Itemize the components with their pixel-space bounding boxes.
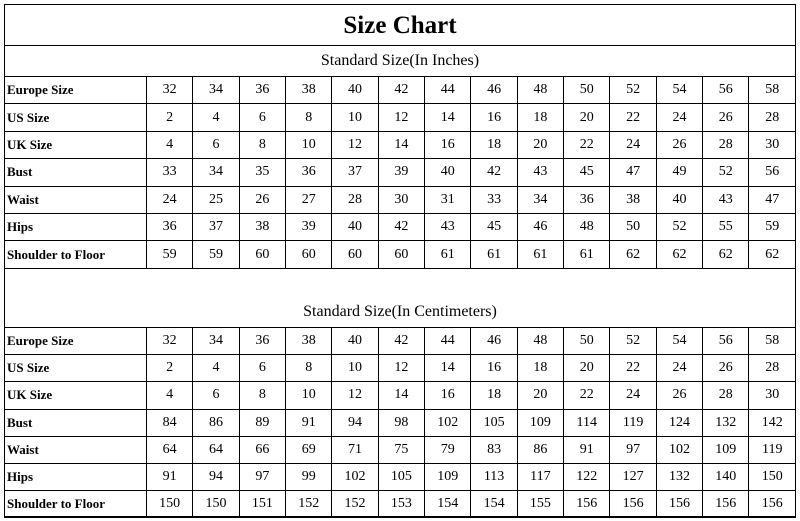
table-cell: 42	[471, 159, 517, 186]
table-cell: 91	[286, 409, 332, 436]
table-cell: 16	[471, 104, 517, 131]
table-cell: 105	[378, 463, 424, 490]
row-label: Waist	[5, 186, 147, 213]
table-cell: 122	[564, 463, 610, 490]
table-cell: 150	[193, 491, 239, 518]
table-cell: 114	[564, 409, 610, 436]
row-label: Shoulder to Floor	[5, 241, 147, 268]
row-label: Europe Size	[5, 77, 147, 104]
table-cell: 46	[517, 213, 563, 240]
table-cell: 98	[378, 409, 424, 436]
table-cell: 150	[749, 463, 796, 490]
table-cell: 6	[193, 131, 239, 158]
table-cell: 4	[147, 131, 193, 158]
table-cell: 43	[703, 186, 749, 213]
table-cell: 79	[425, 436, 471, 463]
table-cell: 2	[147, 355, 193, 382]
table-cell: 62	[749, 241, 796, 268]
row-label: US Size	[5, 104, 147, 131]
table-cell: 97	[239, 463, 285, 490]
table-cell: 75	[378, 436, 424, 463]
table-cell: 10	[286, 131, 332, 158]
table-cell: 26	[703, 104, 749, 131]
table-cell: 154	[471, 491, 517, 518]
table-cell: 34	[193, 159, 239, 186]
row-label: Bust	[5, 159, 147, 186]
table-cell: 86	[517, 436, 563, 463]
row-label: Waist	[5, 436, 147, 463]
table-cell: 152	[286, 491, 332, 518]
table-cell: 20	[564, 104, 610, 131]
table-cell: 2	[147, 104, 193, 131]
table-row	[5, 186, 796, 213]
table-cell: 60	[286, 241, 332, 268]
table-cell: 22	[610, 104, 656, 131]
table-cell: 94	[332, 409, 378, 436]
table-cell: 43	[425, 213, 471, 240]
table-cell: 10	[332, 355, 378, 382]
table-cell: 62	[703, 241, 749, 268]
size-table-centimeters	[4, 327, 796, 518]
table-row	[5, 131, 796, 158]
table-cell: 152	[332, 491, 378, 518]
table-cell: 56	[749, 159, 796, 186]
table-cell: 42	[378, 328, 424, 355]
table-row	[5, 159, 796, 186]
table-cell: 124	[656, 409, 702, 436]
table-cell: 32	[147, 77, 193, 104]
table-row	[5, 463, 796, 490]
table-cell: 151	[239, 491, 285, 518]
table-cell: 12	[332, 382, 378, 409]
table-cell: 30	[749, 382, 796, 409]
table-cell: 34	[193, 328, 239, 355]
table-cell: 22	[610, 355, 656, 382]
table-cell: 127	[610, 463, 656, 490]
table-cell: 55	[703, 213, 749, 240]
table-cell: 14	[378, 131, 424, 158]
table-cell: 44	[425, 77, 471, 104]
table-cell: 105	[471, 409, 517, 436]
table-cell: 46	[471, 77, 517, 104]
table-cell: 62	[656, 241, 702, 268]
table-cell: 4	[193, 355, 239, 382]
table-cell: 58	[749, 77, 796, 104]
table-cell: 69	[286, 436, 332, 463]
table-cell: 48	[564, 213, 610, 240]
table-cell: 33	[147, 159, 193, 186]
table-cell: 4	[193, 104, 239, 131]
table-cell: 54	[656, 328, 702, 355]
table-cell: 16	[425, 131, 471, 158]
table-cell: 155	[517, 491, 563, 518]
table-cell: 18	[471, 382, 517, 409]
table-cell: 38	[286, 77, 332, 104]
table-cell: 26	[656, 131, 702, 158]
row-label: Shoulder to Floor	[5, 491, 147, 518]
table-cell: 109	[703, 436, 749, 463]
table-cell: 49	[656, 159, 702, 186]
table-cell: 12	[332, 131, 378, 158]
table-row	[5, 382, 796, 409]
table-cell: 20	[564, 355, 610, 382]
table-cell: 27	[286, 186, 332, 213]
table-cell: 59	[193, 241, 239, 268]
table-cell: 14	[378, 382, 424, 409]
table-cell: 18	[471, 131, 517, 158]
table-cell: 60	[239, 241, 285, 268]
table-cell: 26	[239, 186, 285, 213]
table-cell: 119	[749, 436, 796, 463]
table-cell: 38	[239, 213, 285, 240]
table-cell: 30	[749, 131, 796, 158]
table-cell: 6	[239, 355, 285, 382]
table-cell: 156	[564, 491, 610, 518]
table-cell: 40	[332, 213, 378, 240]
table-cell: 132	[703, 409, 749, 436]
table-cell: 16	[425, 382, 471, 409]
table-cell: 25	[193, 186, 239, 213]
table-cell: 18	[517, 355, 563, 382]
row-label: UK Size	[5, 131, 147, 158]
section-spacer	[4, 268, 796, 297]
table-cell: 10	[332, 104, 378, 131]
table-cell: 94	[193, 463, 239, 490]
table-cell: 42	[378, 213, 424, 240]
table-cell: 91	[564, 436, 610, 463]
table-cell: 36	[564, 186, 610, 213]
table-cell: 61	[517, 241, 563, 268]
row-label: UK Size	[5, 382, 147, 409]
table-cell: 44	[425, 328, 471, 355]
table-cell: 91	[147, 463, 193, 490]
table-cell: 64	[147, 436, 193, 463]
table-cell: 35	[239, 159, 285, 186]
row-label: Hips	[5, 463, 147, 490]
table-cell: 140	[703, 463, 749, 490]
table-cell: 20	[517, 131, 563, 158]
table-cell: 14	[425, 104, 471, 131]
table-cell: 60	[332, 241, 378, 268]
table-cell: 102	[425, 409, 471, 436]
table-cell: 6	[239, 104, 285, 131]
table-cell: 20	[517, 382, 563, 409]
table-cell: 61	[471, 241, 517, 268]
table-cell: 38	[286, 328, 332, 355]
table-cell: 40	[332, 77, 378, 104]
row-label: US Size	[5, 355, 147, 382]
table-cell: 89	[239, 409, 285, 436]
table-cell: 46	[471, 328, 517, 355]
table-cell: 52	[610, 328, 656, 355]
table-cell: 102	[332, 463, 378, 490]
table-cell: 59	[749, 213, 796, 240]
table-cell: 150	[147, 491, 193, 518]
table-cell: 10	[286, 382, 332, 409]
table-cell: 22	[564, 131, 610, 158]
table-cell: 24	[147, 186, 193, 213]
table-cell: 48	[517, 77, 563, 104]
table-cell: 40	[425, 159, 471, 186]
table-cell: 45	[471, 213, 517, 240]
table-cell: 33	[471, 186, 517, 213]
size-table-inches	[4, 76, 796, 269]
table-cell: 83	[471, 436, 517, 463]
table-cell: 54	[656, 77, 702, 104]
table-cell: 38	[610, 186, 656, 213]
table-cell: 47	[610, 159, 656, 186]
row-label: Europe Size	[5, 328, 147, 355]
table-cell: 50	[564, 328, 610, 355]
table-cell: 8	[286, 355, 332, 382]
table-cell: 4	[147, 382, 193, 409]
table-cell: 60	[378, 241, 424, 268]
table-row	[5, 355, 796, 382]
table-cell: 119	[610, 409, 656, 436]
table-cell: 28	[749, 104, 796, 131]
table-cell: 36	[147, 213, 193, 240]
table-row	[5, 328, 796, 355]
section-heading-inches: Standard Size(In Inches)	[320, 52, 480, 69]
table-cell: 40	[656, 186, 702, 213]
table-row	[5, 436, 796, 463]
table-cell: 37	[332, 159, 378, 186]
table-cell: 66	[239, 436, 285, 463]
table-cell: 8	[239, 131, 285, 158]
table-cell: 52	[656, 213, 702, 240]
table-cell: 28	[332, 186, 378, 213]
table-cell: 39	[378, 159, 424, 186]
table-cell: 43	[517, 159, 563, 186]
table-cell: 52	[610, 77, 656, 104]
table-cell: 153	[378, 491, 424, 518]
table-cell: 84	[147, 409, 193, 436]
table-cell: 86	[193, 409, 239, 436]
table-cell: 12	[378, 104, 424, 131]
table-cell: 156	[610, 491, 656, 518]
table-row	[5, 241, 796, 268]
section-heading-centimeters: Standard Size(In Centimeters)	[303, 303, 497, 320]
chart-title: Size Chart	[4, 4, 796, 46]
table-cell: 99	[286, 463, 332, 490]
table-cell: 156	[703, 491, 749, 518]
table-cell: 56	[703, 77, 749, 104]
table-cell: 34	[193, 77, 239, 104]
table-row	[5, 409, 796, 436]
table-cell: 154	[425, 491, 471, 518]
row-label: Bust	[5, 409, 147, 436]
table-row	[5, 213, 796, 240]
table-cell: 109	[425, 463, 471, 490]
table-cell: 18	[517, 104, 563, 131]
table-cell: 62	[610, 241, 656, 268]
row-label: Hips	[5, 213, 147, 240]
table-cell: 14	[425, 355, 471, 382]
table-cell: 109	[517, 409, 563, 436]
table-cell: 117	[517, 463, 563, 490]
table-cell: 36	[239, 328, 285, 355]
table-cell: 22	[564, 382, 610, 409]
table-cell: 24	[610, 382, 656, 409]
table-cell: 30	[378, 186, 424, 213]
table-row	[5, 491, 796, 518]
table-cell: 6	[193, 382, 239, 409]
table-cell: 52	[703, 159, 749, 186]
table-cell: 48	[517, 328, 563, 355]
table-cell: 156	[656, 491, 702, 518]
table-cell: 61	[564, 241, 610, 268]
table-cell: 40	[332, 328, 378, 355]
table-cell: 97	[610, 436, 656, 463]
table-cell: 12	[378, 355, 424, 382]
table-cell: 26	[703, 355, 749, 382]
table-cell: 42	[378, 77, 424, 104]
table-cell: 47	[749, 186, 796, 213]
table-cell: 36	[286, 159, 332, 186]
table-cell: 142	[749, 409, 796, 436]
table-row	[5, 104, 796, 131]
table-cell: 24	[610, 131, 656, 158]
table-cell: 37	[193, 213, 239, 240]
table-cell: 8	[286, 104, 332, 131]
table-cell: 28	[703, 382, 749, 409]
table-cell: 50	[564, 77, 610, 104]
table-cell: 64	[193, 436, 239, 463]
table-cell: 16	[471, 355, 517, 382]
table-cell: 24	[656, 355, 702, 382]
table-cell: 59	[147, 241, 193, 268]
table-cell: 56	[703, 328, 749, 355]
table-cell: 132	[656, 463, 702, 490]
table-cell: 102	[656, 436, 702, 463]
table-cell: 71	[332, 436, 378, 463]
table-cell: 58	[749, 328, 796, 355]
table-cell: 50	[610, 213, 656, 240]
table-cell: 113	[471, 463, 517, 490]
table-cell: 31	[425, 186, 471, 213]
table-cell: 32	[147, 328, 193, 355]
table-cell: 34	[517, 186, 563, 213]
table-cell: 8	[239, 382, 285, 409]
table-cell: 45	[564, 159, 610, 186]
table-cell: 26	[656, 382, 702, 409]
table-cell: 24	[656, 104, 702, 131]
table-cell: 156	[749, 491, 796, 518]
table-cell: 36	[239, 77, 285, 104]
table-cell: 61	[425, 241, 471, 268]
table-cell: 39	[286, 213, 332, 240]
table-cell: 28	[703, 131, 749, 158]
table-row	[5, 77, 796, 104]
table-cell: 28	[749, 355, 796, 382]
